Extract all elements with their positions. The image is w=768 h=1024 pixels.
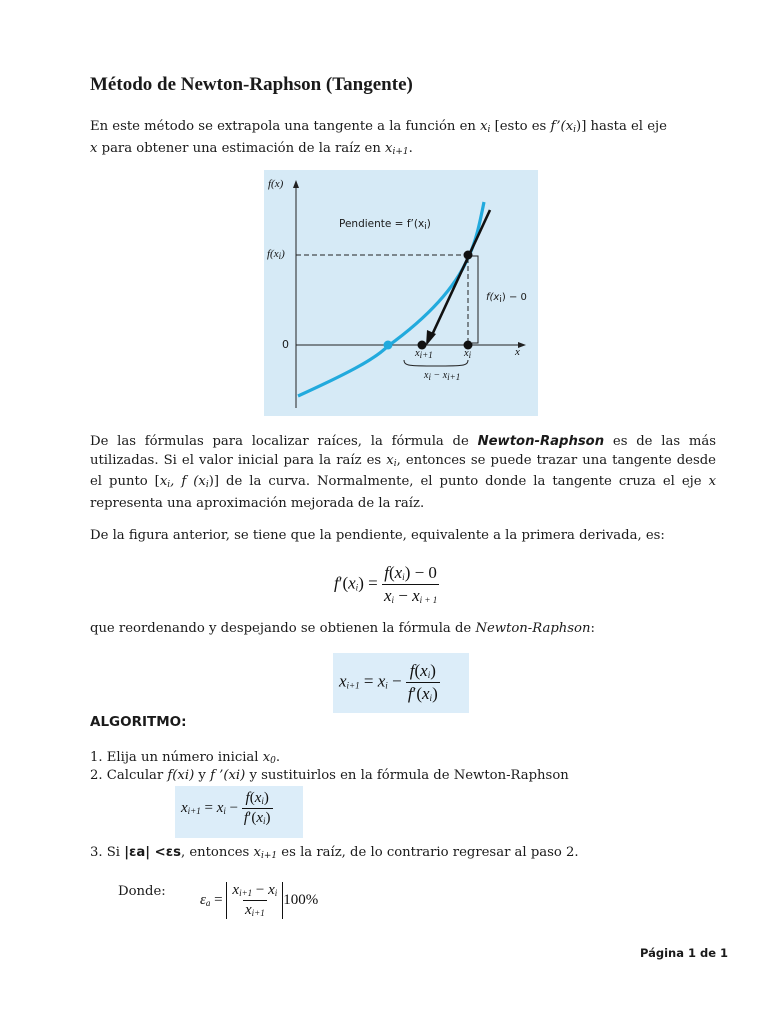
algorithm-step-1: 1. Elija un número inicial $x_0$. xyxy=(90,750,281,766)
algorithm-step-2: 2. Calcular f(xi) y f ’(xi) y sustituirlos en la fórmula de Newton-Raphson xyxy=(90,768,569,783)
zero-label: 0 xyxy=(282,338,289,351)
newton-raphson-figure xyxy=(264,170,538,416)
page-number: Página 1 de 1 xyxy=(640,946,729,960)
newton-raphson-formula: $x_{i+1} = x_i$ − $\frac{f(x_i)}{f'(x_i)}$ xyxy=(339,661,438,703)
fx-label: f(x) xyxy=(268,178,284,190)
xi-label: xi xyxy=(464,348,472,360)
fxi-label: $f(x_i)$ xyxy=(267,248,285,261)
step2-formula-box xyxy=(175,786,303,838)
slope-label: Pendiente = f’(xi) xyxy=(339,218,431,232)
rise-label: f(xi) − 0 xyxy=(486,292,527,305)
step2-formula: $x_{i+1} = x_i$ − $\frac{f(x_i)}{f'(x_i)}$ xyxy=(181,790,271,826)
intro-paragraph: En este método se extrapola una tangente a la función en $x_i$ [esto es $f’(x_i)$] hasta el eje x para obtener una estimación de la raíz en $x_{i+1}$. xyxy=(90,119,667,157)
donde-label: Donde: xyxy=(118,884,166,899)
page-title: Método de Newton-Raphson (Tangente) xyxy=(90,74,413,95)
slope-formula: $f'(x_i)$ = $\frac{f(x_i) - 0}{x_i - x_{i + 1}}$ xyxy=(334,563,438,605)
algorithm-title: ALGORITMO: xyxy=(90,714,187,730)
x-axis-label: x xyxy=(515,346,520,358)
rearrange-paragraph: que reordenando y despejando se obtienen la fórmula de Newton-Raphson: xyxy=(90,621,595,636)
relative-error-formula: $\varepsilon_a$ = $\frac{x_{i+1} - x_i}{x_{i+1}}$ 100% xyxy=(200,882,319,918)
run-label: xi − xi+1 xyxy=(424,370,461,382)
algorithm-step-3: 3. Si |εa| <εs, entonces $x_{i+1}$ es la raíz, de lo contrario regresar al paso 2. xyxy=(90,845,579,861)
newton-raphson-formula-box xyxy=(333,653,469,713)
root-point xyxy=(384,341,393,350)
slope-paragraph: De la figura anterior, se tiene que la pendiente, equivalente a la primera derivada, es: xyxy=(90,528,665,543)
tangent-point xyxy=(464,251,473,260)
xi1-label: xi+1 xyxy=(415,348,433,360)
description-paragraph: De las fórmulas para localizar raíces, la fórmula de Newton-Raphson es de las más utilizadas. Si el valor inicial para la raíz es $x_i$, entonces se puede trazar una tangente desde el punto [$x_i$, f $(x_i)$] de la curva. Normalmente, el punto donde la tangente cruza el eje x representa una aproximación mejorada de la raíz. xyxy=(90,434,717,511)
